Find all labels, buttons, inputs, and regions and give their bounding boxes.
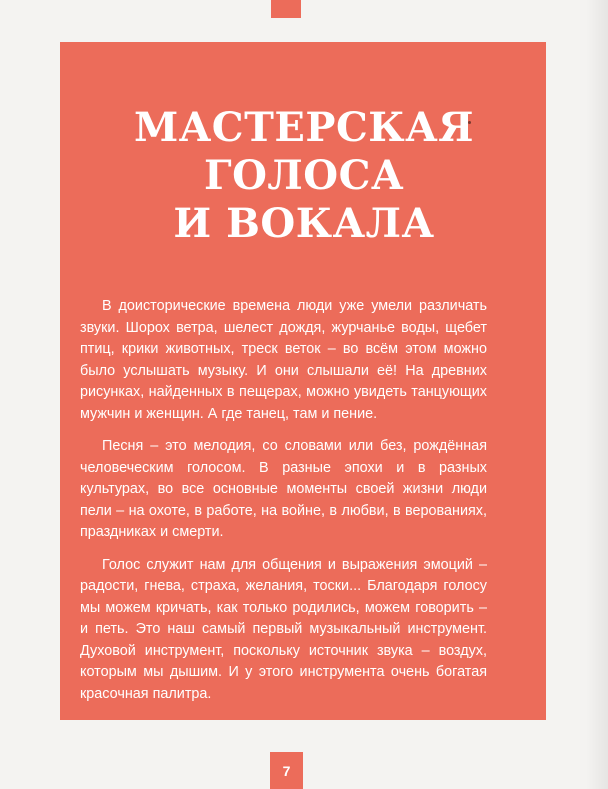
title-line-3: И ВОКАЛА <box>173 200 435 247</box>
title-line-2: ГОЛОСА <box>203 152 405 199</box>
body-text <box>80 296 487 716</box>
top-page-tab <box>271 0 301 18</box>
paragraph-1: В доисторические времена люди уже умели различать звуки. Шорох ветра, шелест дождя, журчанье воды, щебет птиц, крики животных, треск веток – во всём этом можно было услышать музыку. И они слышали её! На древних рисунках, найденных в пещерах, можно увидеть танцующих мужчин и женщин. А где танец, там и пение. <box>80 298 487 422</box>
paragraph-3: Голос служит нам для общения и выражения эмоций – радости, гнева, страха, желания, тоски... Благодаря голосу мы можем кричать, как только родились, можем говорить – и петь. Это наш самый первый музыкальный инструмент. Духовой инструмент, поскольку источник звука – воздух, которым мы дышим. И у этого инструмента очень богатая красочная палитра. <box>80 556 487 702</box>
title-line-1: МАСТЕРСКАЯ <box>133 104 475 151</box>
paragraph-2: Песня – это мелодия, со словами или без, рождённая человеческим голосом. В разные эпохи и в разных культурах, во все основные моменты своей жизни люди пели – на охоте, в работе, на войне, в любви, в верованиях, праздниках и смерти. <box>80 438 487 540</box>
page-title <box>0 104 608 248</box>
page-number: 7 <box>270 752 303 789</box>
